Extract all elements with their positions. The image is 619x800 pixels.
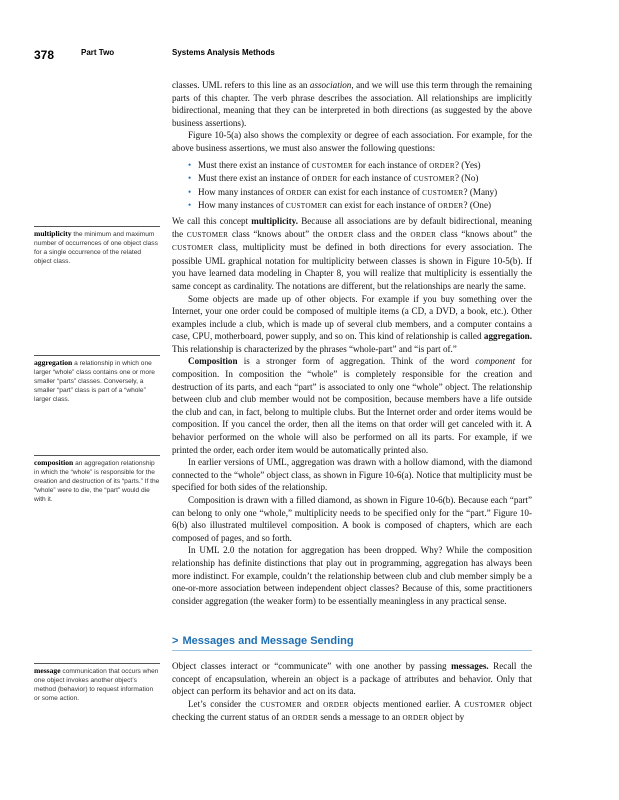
list-item: • Must there exist an instance of ORDER for each instance of CUSTOMER? (No) (188, 172, 532, 186)
margin-definition: communication that occurs when one object invokes another object’s method (behavior) to request information or some action. (34, 668, 159, 702)
paragraph: Some objects are made up of other objects. For example if you buy something over the Internet, your one order could be composed of multiple items (a CD, a DVD, a book, etc.). Other examples include a club, which is made up of several club members, and a computer contains a case, CPU, motherboard, power supply, and so on. This kind of relationship is called aggregation. This relationship is characterized by the phrases “whole-part” and “is part of.” (172, 293, 532, 354)
margin-term: aggregation (34, 358, 73, 367)
section-label: Systems Analysis Methods (172, 48, 275, 57)
paragraph: Let’s consider the CUSTOMER and ORDER objects mentioned earlier. A CUSTOMER object checking the current status of an ORDER sends a message to an ORDER object by (172, 698, 532, 723)
margin-note-multiplicity (34, 226, 160, 267)
bullet-list (172, 159, 532, 213)
paragraph: In earlier versions of UML, aggregation was drawn with a hollow diamond, with the diamond connected to the “whole” object class, as shown in Figure 10-6(a). Notice that multiplicity must be specified for both sides of the relationship. (172, 457, 532, 493)
running-header (34, 46, 275, 64)
margin-term: message (34, 666, 61, 675)
margin-definition: the minimum and maximum number of occurrences of one object class for a single occurrence of the related object class. (34, 231, 158, 265)
margin-note-message (34, 663, 160, 704)
margin-note-aggregation (34, 355, 160, 405)
chevron-right-icon: > (172, 635, 179, 647)
margin-term: composition (34, 458, 74, 467)
paragraph: We call this concept multiplicity. Because all associations are by default bidirectional, meaning the CUSTOMER class “knows about” the ORDER class and the ORDER class “knows about” the CUSTOMER class, multiplicity must be defined in both directions for every association. The possible UML graphical notation for multiplicity between classes is shown in Figure 10-5(b). If you have learned data modeling in Chapter 8, you will realize that multiplicity is essentially the same concept as cardinality. The notations are different, but the relationships are nearly the same. (172, 215, 532, 291)
paragraph: classes. UML refers to this line as an association, and we will use this term through the remaining parts of this chapter. The verb phrase describes the association. All relationships are implicitly bidirectional, meaning that they can be interpreted in both directions (as suggested by the above business assertions). (172, 80, 532, 128)
section-heading: > Messages and Message Sending (172, 635, 532, 651)
margin-note-composition (34, 455, 160, 505)
page-number: 378 (34, 48, 55, 62)
paragraph: Object classes interact or “communicate” with one another by passing messages. Recall the concept of encapsulation, wherein an object is a package of attributes and behavior. Only that object can perform its behavior and act on its data. (172, 661, 532, 697)
margin-term: multiplicity (34, 229, 72, 238)
margin-definition: a relationship in which one larger “whole” class contains one or more smaller “parts” classes. Conversely, a smaller “part” class is part of a “whole” larger class. (34, 360, 155, 403)
body-text-messages (172, 660, 532, 725)
paragraph: Composition is a stronger form of aggregation. Think of the word component for composition. In composition the “whole” is completely responsible for the creation and destruction of its parts, and each “part” is associated to only one “whole” object. The relationship between club and club member would not be composition, because members have a life outside the club and can, in fact, belong to multiple clubs. But the Internet order and order items would be composition. If you cancel the order, then all the items on that order will get canceled with it. A behavior performed on the whole will also be performed on all its parts. For example, if we printed the order, each order item would be automatically printed also. (172, 356, 532, 455)
list-item: • How many instances of CUSTOMER can exist for each instance of ORDER? (One) (188, 199, 532, 213)
margin-definition: an aggregation relationship in which the “whole” is responsible for the creation and destruction of its “parts.” If the “whole” were to die, the “part” would die with it. (34, 460, 160, 503)
paragraph: Composition is drawn with a filled diamond, as shown in Figure 10-6(b). Because each “part” can belong to only one “whole,” multiplicity needs to be specified only for the “part.” Figure 10-6(b) also illustrated multilevel composition. A book is composed of chapters, which are each composed of pages, and so forth. (172, 495, 532, 543)
paragraph: Figure 10-5(a) also shows the complexity or degree of each association. For example, for the above business assertions, we must also answer the following questions: (172, 130, 532, 153)
part-label: Part Two (81, 48, 115, 57)
body-text (172, 79, 532, 607)
list-item: • How many instances of ORDER can exist for each instance of CUSTOMER? (Many) (188, 186, 532, 200)
paragraph: In UML 2.0 the notation for aggregation has been dropped. Why? While the composition relationship has definite distinctions that play out in programming, aggregation has always been more indistinct. For example, couldn’t the relationship between club and club member simply be a one-or-more association between independent object classes? Because of this, some practitioners consider aggregation (the weaker form) to be essentially meaningless in any practical sense. (172, 545, 532, 606)
list-item: • Must there exist an instance of CUSTOMER for each instance of ORDER? (Yes) (188, 159, 532, 173)
